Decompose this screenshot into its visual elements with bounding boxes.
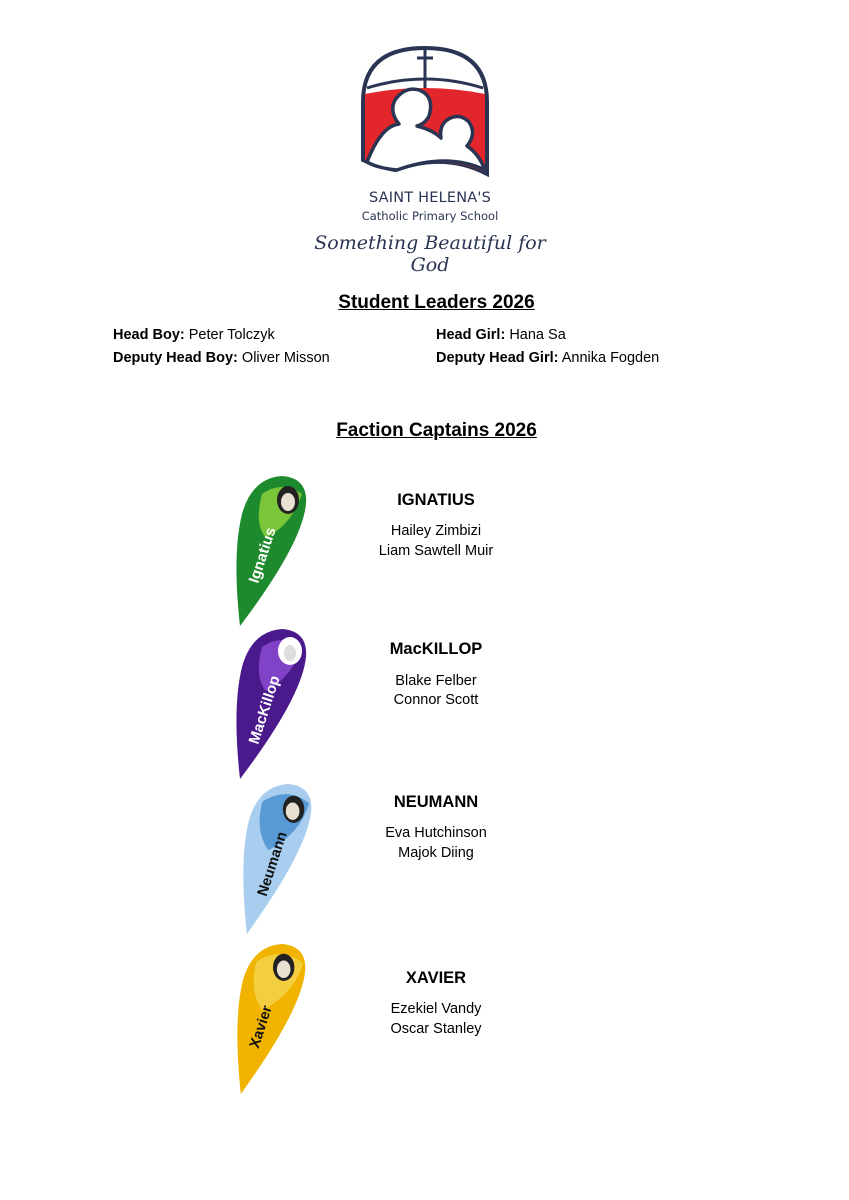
faction-member: Liam Sawtell Muir [378,543,494,559]
faction-member: Eva Hutchinson [385,825,487,841]
faction-member: Majok Diing [398,845,474,861]
deputy-head-girl-label: Deputy Head Girl: [436,350,559,366]
faction-captains-heading: Faction Captains 2026 [336,420,537,441]
faction-name-ignatius: IGNATIUS [397,491,475,509]
head-girl-label: Head Girl: [436,327,506,343]
head-boy-label: Head Boy: [113,327,185,343]
head-girl-name: Hana Sa [509,327,566,343]
faction-member: Oscar Stanley [390,1021,482,1037]
mackillop-flag-text: MacKillop [245,673,284,747]
faction-member: Blake Felber [395,673,477,689]
faction-member: Connor Scott [393,692,479,708]
deputy-head-girl-line [436,350,659,366]
neumann-flag-text: Neumann [254,829,291,899]
faction-name-mackillop: MacKILLOP [389,640,483,658]
mackillop-flag-banner [232,627,312,779]
deputy-head-girl-name: Annika Fogden [561,350,660,366]
ignatius-flag-text: Ignatius [245,525,280,586]
faction-member: Ezekiel Vandy [390,1001,482,1017]
faction-name-xavier: XAVIER [405,969,467,987]
xavier-flag-banner [232,942,312,1094]
head-boy-name: Peter Tolczyk [188,327,275,343]
school-subtitle: Catholic Primary School [361,209,499,223]
deputy-head-boy-label: Deputy Head Boy: [113,350,238,366]
ignatius-flag-banner [232,474,312,626]
deputy-head-boy-line [113,350,330,366]
neumann-flag-banner [238,782,318,934]
school-crest-logo [355,42,495,192]
school-motto: Something Beautiful for God [314,232,546,276]
xavier-flag-text: Xavier [246,1003,276,1051]
student-leaders-heading: Student Leaders 2026 [338,292,535,313]
faction-member: Hailey Zimbizi [390,523,482,539]
head-girl-line [436,327,566,343]
head-boy-line [113,327,275,343]
faction-name-neumann: NEUMANN [393,793,479,811]
deputy-head-boy-name: Oliver Misson [241,350,330,366]
school-name: SAINT HELENA'S [368,190,492,206]
